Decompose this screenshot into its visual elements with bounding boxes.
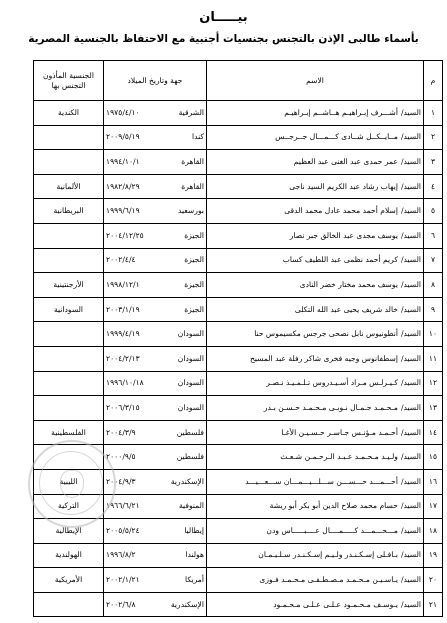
birth-cell (104, 174, 207, 199)
birth-date: ١٩٧٥/٤/١٠ (106, 107, 140, 117)
name-prefix: السيد/ (400, 550, 421, 560)
birth-place: بورسعيد (177, 206, 204, 216)
birth-cell (104, 543, 207, 568)
birth-date: ٢٠٠٢/٤/٤ (106, 255, 136, 265)
applicant-name-cell (207, 494, 424, 519)
row-number: ٦ (424, 223, 443, 248)
birth-cell (104, 248, 207, 273)
applicant-name: أشـــرف إبـراهيـم هــاشــم إبـراهيـم (284, 107, 398, 117)
birth-cell (104, 420, 207, 445)
name-prefix: السيد/ (400, 255, 421, 265)
birth-cell (104, 223, 207, 248)
birth-cell (104, 494, 207, 519)
birth-cell (104, 346, 207, 371)
row-number: ٤ (424, 174, 443, 199)
nationality-cell (34, 346, 104, 371)
birth-place: إيطاليا (184, 525, 204, 535)
birth-date: ٢٠٠٩/٥/١٩ (106, 132, 140, 142)
birth-date: ١٩٨٢/٨/٢٩ (106, 181, 140, 191)
name-prefix: السيد/ (400, 599, 421, 609)
row-number: ٢١ (424, 592, 443, 617)
nationality-cell: السودانية (34, 297, 104, 322)
birth-place: فلسطين (176, 452, 204, 462)
name-prefix: السيد/ (400, 107, 421, 117)
table-row (34, 297, 443, 322)
document-subtitle: بأسماء طالبى الإذن بالتجنس بجنسيات أجنبية مع الاحتفاظ بالجنسية المصرية (28, 33, 419, 45)
nationality-cell (34, 396, 104, 421)
table-row (34, 445, 443, 470)
name-prefix: السيد/ (400, 452, 421, 462)
birth-date: ١٩٩٩/٤/١٩ (106, 329, 140, 339)
name-prefix: السيد/ (400, 353, 421, 363)
row-number: ٣ (424, 150, 443, 175)
table-row (34, 174, 443, 199)
birth-cell (104, 273, 207, 298)
applicant-name-cell (207, 174, 424, 199)
name-prefix: السيد/ (400, 156, 421, 166)
applicant-name: يـوسـف مـحـمـود عـلـى عـلـى مـحـمـود (273, 599, 398, 609)
birth-place: القاهرة (181, 156, 204, 166)
birth-cell (104, 469, 207, 494)
birth-date: ٢٠٠٤/٢/١٣ (106, 353, 140, 363)
table-row (34, 420, 443, 445)
applicant-name: ولـيـد مـحـمـد عـبـد الـرحـمـن شـعـث (280, 452, 398, 462)
applicant-name-cell (207, 248, 424, 273)
birth-place: السودان (177, 378, 204, 388)
birth-place: الجيزة (184, 279, 204, 289)
applicant-name-cell (207, 396, 424, 421)
nationality-cell: البريطانية (34, 199, 104, 224)
applicant-name: إسلام أحمد محمد عادل محمد الدقى (284, 206, 398, 216)
table-row (34, 543, 443, 568)
table-row (34, 273, 443, 298)
row-number: ١٠ (424, 322, 443, 347)
row-number: ١٨ (424, 519, 443, 544)
table-row (34, 396, 443, 421)
applicant-name-cell (207, 297, 424, 322)
birth-cell (104, 125, 207, 150)
birth-cell (104, 592, 207, 617)
applicant-name-cell (207, 101, 424, 126)
applicant-name-cell (207, 150, 424, 175)
birth-place: السودان (177, 402, 204, 412)
birth-place: الإسكندرية (170, 599, 204, 609)
header-nationality: الجنسية المأذون التجنس بها (34, 61, 104, 101)
applicant-name-cell (207, 199, 424, 224)
birth-date: ٢٠٠٢/٦/٨ (106, 599, 136, 609)
applicant-name-cell (207, 223, 424, 248)
table-row (34, 592, 443, 617)
nationality-cell (34, 223, 104, 248)
table-row (34, 519, 443, 544)
birth-date: ١٩٩٦/١٠/١٨ (106, 378, 144, 388)
applicant-name: عمر حمدى عبد الغنى عبد العظيم (293, 156, 398, 166)
name-prefix: السيد/ (400, 427, 421, 437)
row-number: ١٢ (424, 371, 443, 396)
row-number: ١٣ (424, 396, 443, 421)
applicant-name-cell (207, 592, 424, 617)
applicant-name: بـافـلى إسـكـنـدر ولـيـم إسـكـنـدر سـلـيـمـان (258, 550, 398, 560)
nationality-cell (34, 322, 104, 347)
nationality-cell (34, 445, 104, 470)
birth-cell (104, 371, 207, 396)
applicant-name: حسام محمد صلاح الدين أبو بكر أبو ريشة (269, 501, 398, 511)
row-number: ١ (424, 101, 443, 126)
applicant-name-cell (207, 273, 424, 298)
applicant-name-cell (207, 346, 424, 371)
applicant-name: مـــحـــمـــد كـــــمــــال عــــبـــــاس ودن (266, 525, 398, 535)
birth-place: كندا (191, 132, 204, 142)
applicant-name-cell (207, 519, 424, 544)
row-number: ٨ (424, 273, 443, 298)
table-row (34, 125, 443, 150)
table-header-row (34, 61, 443, 101)
applicant-name: مــايــكــل شــادى كـــمـــال جــرجــس (275, 132, 398, 142)
name-prefix: السيد/ (400, 181, 421, 191)
name-prefix: السيد/ (400, 329, 421, 339)
table-row (34, 371, 443, 396)
birth-cell (104, 322, 207, 347)
birth-cell (104, 101, 207, 126)
nationality-cell (34, 150, 104, 175)
applicant-name: كـيـرلـس مـراد أسـيـدروس تـلـمـيـذ نـصـر (266, 378, 398, 388)
nationality-cell: الأمريكية (34, 568, 104, 593)
name-prefix: السيد/ (400, 525, 421, 535)
table-row (34, 568, 443, 593)
applicant-name-cell (207, 322, 424, 347)
name-prefix: السيد/ (400, 402, 421, 412)
applicants-table (33, 60, 443, 617)
table-row (34, 248, 443, 273)
name-prefix: السيد/ (400, 476, 421, 486)
birth-date: ٢٠٠٠/٩/٥ (106, 452, 136, 462)
birth-place: الجيزة (184, 230, 204, 240)
name-prefix: السيد/ (400, 575, 421, 585)
applicant-name-cell (207, 125, 424, 150)
birth-date: ١٩٩٨/١٢/١ (106, 279, 140, 289)
applicant-name: خالد شريف يحيى عبد الله التكلى (294, 304, 398, 314)
header-name: الاسم (207, 61, 424, 101)
birth-place: الشرقية (178, 107, 204, 117)
birth-date: ٢٠٠٤/١٢/٢٥ (106, 230, 144, 240)
nationality-cell: الإيطالية (34, 519, 104, 544)
applicant-name-cell (207, 445, 424, 470)
birth-cell (104, 150, 207, 175)
nationality-cell: الليبية (34, 469, 104, 494)
applicant-name: يـاسـيـن مـحـمـد مـصـطـفـى مـحـمـد فـوزى (259, 575, 398, 585)
birth-date: ٢٠٠٤/٩/٣ (106, 476, 136, 486)
birth-cell (104, 519, 207, 544)
applicant-name-cell (207, 371, 424, 396)
nationality-cell: الأرجنتينية (34, 273, 104, 298)
birth-place: الجيزة (184, 304, 204, 314)
row-number: ١٦ (424, 469, 443, 494)
birth-date: ٢٠٠٥/٥/٢٤ (106, 525, 140, 535)
applicant-name-cell (207, 568, 424, 593)
applicant-name: أنطونيوس نابل نصحى جرجس مكسيموس حنا (254, 329, 398, 339)
name-prefix: السيد/ (400, 206, 421, 216)
nationality-cell (34, 125, 104, 150)
birth-cell (104, 199, 207, 224)
birth-date: ٢٠٠٢/١/٢١ (106, 575, 140, 585)
birth-date: ١٩٩٤/١٠/١ (106, 156, 140, 166)
table-row (34, 494, 443, 519)
row-number: ١٩ (424, 543, 443, 568)
birth-date: ١٩٩٦/٨/٢ (106, 550, 136, 560)
birth-place: أمريكا (185, 575, 204, 585)
birth-date: ١٩٩٩/٦/١٩ (106, 206, 140, 216)
name-prefix: السيد/ (400, 501, 421, 511)
row-number: ٩ (424, 297, 443, 322)
birth-date: ٢٠٠٦/٣/١٥ (106, 402, 140, 412)
birth-place: فلسطين (176, 427, 204, 437)
birth-date: ٢٠٠٣/١/١٩ (106, 304, 140, 314)
applicant-name-cell (207, 543, 424, 568)
birth-place: القاهرة (181, 181, 204, 191)
nationality-cell (34, 592, 104, 617)
row-number: ٢ (424, 125, 443, 150)
row-number: ٥ (424, 199, 443, 224)
birth-place: المنوفية (178, 501, 204, 511)
birth-date: ١٩٦٦/٦/٢١ (106, 501, 140, 511)
applicant-name: كريم أحمد نظمى عبد اللطيف كساب (282, 255, 398, 265)
document-title: بيـــــان (199, 10, 248, 25)
row-number: ١٤ (424, 420, 443, 445)
birth-place: هولندا (185, 550, 204, 560)
birth-cell (104, 396, 207, 421)
applicant-name-cell (207, 469, 424, 494)
table-row (34, 150, 443, 175)
row-number: ٧ (424, 248, 443, 273)
name-prefix: السيد/ (400, 230, 421, 240)
birth-place: السودان (177, 329, 204, 339)
nationality-cell (34, 371, 104, 396)
applicant-name: يوسف محمد مختار خضر النادى (299, 279, 398, 289)
table-row (34, 101, 443, 126)
applicant-name: يوسف مجدى عبد الخالق جبر نصار (289, 230, 398, 240)
table-body (34, 101, 443, 617)
header-num: م (424, 61, 443, 101)
nationality-cell: الكندية (34, 101, 104, 126)
name-prefix: السيد/ (400, 378, 421, 388)
birth-place: السودان (177, 353, 204, 363)
applicant-name: مـحـمـد جـمـال نـوبـى مـحـمـد حـسـن بـدر (263, 402, 398, 412)
table-row (34, 346, 443, 371)
name-prefix: السيد/ (400, 279, 421, 289)
applicant-name: إيهاب رشاد عبد الكريم السيد ناجى (289, 181, 398, 191)
birth-cell (104, 297, 207, 322)
applicant-name: أحـمـد مـؤنـس جـاسـر حـسـيـن الأغـا (281, 427, 398, 437)
row-number: ١٧ (424, 494, 443, 519)
applicant-name: أحـــمـــد حـــســـن ســـلـــيـــمـــان ســـعـــيـــد (245, 476, 398, 486)
birth-place: الجيزة (184, 255, 204, 265)
table-row (34, 469, 443, 494)
birth-place: الإسكندرية (170, 476, 204, 486)
nationality-cell (34, 248, 104, 273)
nationality-cell: الهولندية (34, 543, 104, 568)
table-row (34, 322, 443, 347)
birth-cell (104, 568, 207, 593)
applicant-name: إسطفانوس وجيه فخرى شاكر رفلة عبد المسيح (249, 353, 398, 363)
name-prefix: السيد/ (400, 132, 421, 142)
name-prefix: السيد/ (400, 304, 421, 314)
row-number: ١٥ (424, 445, 443, 470)
applicant-name-cell (207, 420, 424, 445)
birth-cell (104, 445, 207, 470)
nationality-cell: الألمانية (34, 174, 104, 199)
header-birth: جهة وتاريخ الميلاد (104, 61, 207, 101)
nationality-cell: التركية (34, 494, 104, 519)
row-number: ٢٠ (424, 568, 443, 593)
table-row (34, 199, 443, 224)
row-number: ١١ (424, 346, 443, 371)
table-row (34, 223, 443, 248)
birth-date: ٢٠٠٤/٣/٩ (106, 427, 136, 437)
nationality-cell: الفلسطينية (34, 420, 104, 445)
